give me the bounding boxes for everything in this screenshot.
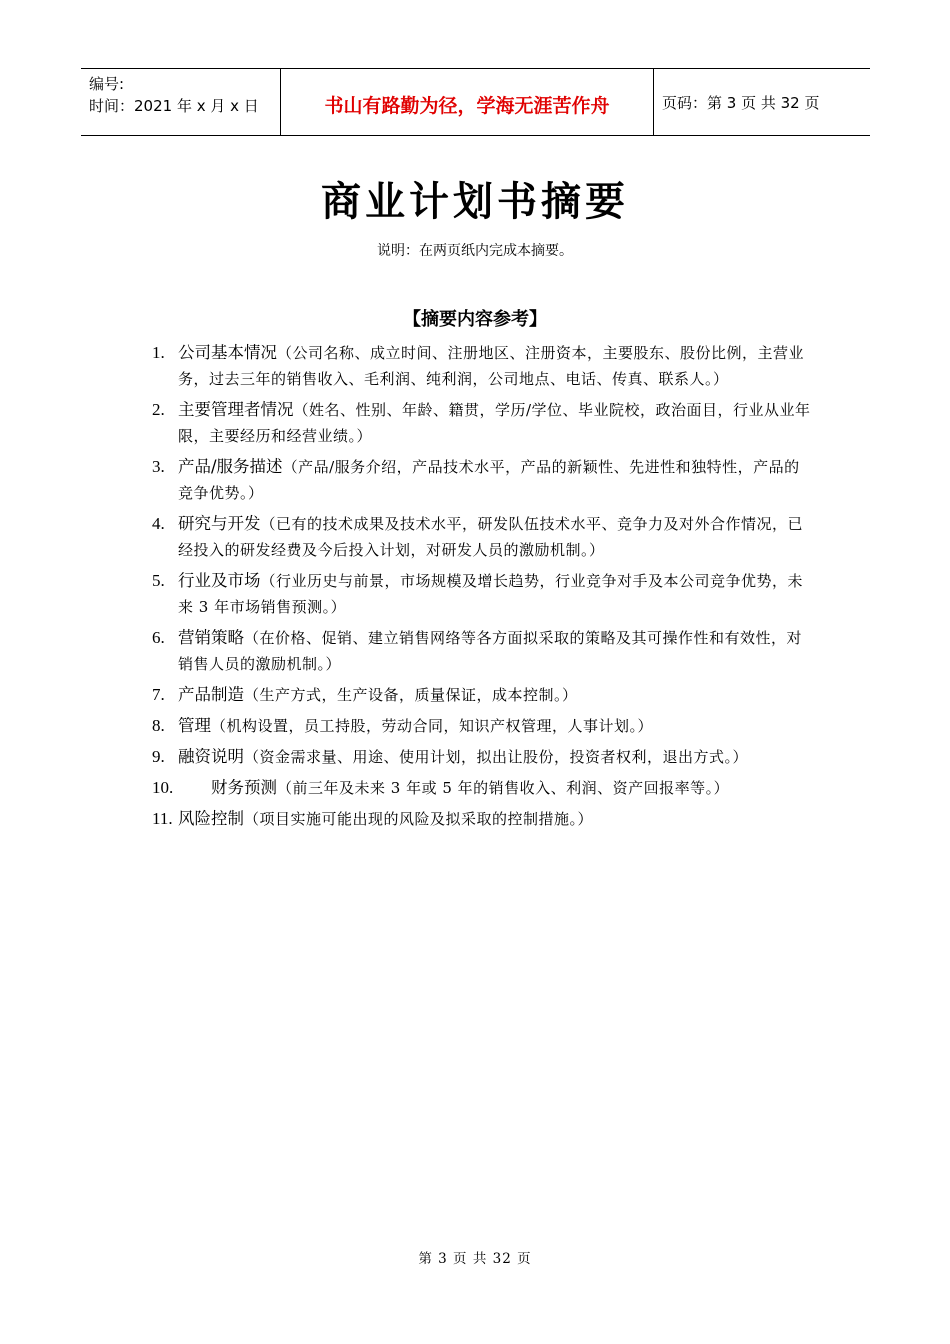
item-body [178, 744, 812, 770]
item-label: 融资说明 [178, 747, 244, 766]
item-body [178, 511, 812, 563]
list-item [152, 397, 812, 449]
item-number: 2. [152, 400, 165, 419]
item-body [178, 775, 812, 801]
list-item [152, 340, 812, 392]
list-item [152, 775, 812, 801]
item-description: （机构设置，员工持股，劳动合同，知识产权管理，人事计划。） [211, 717, 654, 735]
header-page-info [654, 69, 870, 135]
item-body [178, 625, 812, 677]
instruction-note: 说明：在两页纸内完成本摘要。 [377, 243, 573, 259]
header-motto-cell [281, 69, 654, 135]
item-number: 5. [152, 571, 165, 590]
page-header [81, 68, 870, 136]
item-number: 4. [152, 514, 165, 533]
item-body [178, 340, 812, 392]
list-item [152, 682, 812, 708]
list-item [152, 713, 812, 739]
page-title: 商业计划书摘要 [321, 179, 629, 225]
item-description: （生产方式，生产设备，质量保证，成本控制。） [244, 686, 578, 704]
item-label: 行业及市场 [178, 571, 261, 590]
item-label: 财务预测 [211, 778, 277, 797]
item-number: 9. [152, 747, 165, 766]
item-description: （已有的技术成果及技术水平，研发队伍技术水平、竞争力及对外合作情况，已经投入的研发经费及今后投入计划，对研发人员的激励机制。） [178, 515, 804, 559]
list-item [152, 806, 812, 832]
item-label: 管理 [178, 716, 211, 735]
list-item [152, 454, 812, 506]
item-body [178, 397, 812, 449]
item-label: 研究与开发 [178, 514, 261, 533]
header-meta [81, 69, 281, 135]
item-number: 10. [152, 778, 174, 797]
page-footer: 第 3 页 共 32 页 [418, 1251, 532, 1267]
code-label: 编号: [89, 75, 125, 93]
item-label: 风险控制 [178, 809, 244, 828]
item-number: 11. [152, 809, 173, 828]
item-label: 主要管理者情况 [178, 400, 294, 419]
item-description: （行业历史与前景，市场规模及增长趋势，行业竞争对手及本公司竞争优势，未来 3 年市场销售预测。） [178, 572, 804, 616]
item-number: 3. [152, 457, 165, 476]
item-description: （前三年及未来 3 年或 5 年的销售收入、利润、资产回报率等。） [277, 779, 730, 797]
list-item [152, 568, 812, 620]
item-description: （在价格、促销、建立销售网络等各方面拟采取的策略及其可操作性和有效性，对销售人员的激励机制。） [178, 629, 803, 673]
time-line: 时间：2021 年 x 月 x 日 [89, 97, 259, 115]
item-description: （资金需求量、用途、使用计划，拟出让股份，投资者权利，退出方式。） [244, 748, 749, 766]
item-body [178, 713, 812, 739]
list-item [152, 744, 812, 770]
list-item [152, 511, 812, 563]
item-description: （姓名、性别、年龄、籍贯，学历/学位、毕业院校，政治面目，行业从业年限，主要经历和经营业绩。） [178, 401, 811, 445]
item-body [178, 806, 812, 832]
item-label: 公司基本情况 [178, 343, 277, 362]
item-label: 产品/服务描述 [178, 457, 283, 476]
item-body [178, 454, 812, 506]
item-number: 1. [152, 343, 165, 362]
section-heading: 【摘要内容参考】 [403, 309, 547, 330]
item-label: 营销策略 [178, 628, 244, 647]
item-description: （产品/服务介绍，产品技术水平，产品的新颖性、先进性和独特性，产品的竞争优势。） [178, 458, 800, 502]
motto-text: 书山有路勤为径，学海无涯苦作舟 [324, 94, 610, 117]
item-number: 8. [152, 716, 165, 735]
item-body [178, 568, 812, 620]
item-number: 6. [152, 628, 165, 647]
item-description: （公司名称、成立时间、注册地区、注册资本，主要股东、股份比例，主营业务，过去三年的销售收入、毛利润、纯利润，公司地点、电话、传真、联系人。） [178, 344, 805, 388]
list-item [152, 625, 812, 677]
item-body [178, 682, 812, 708]
item-label: 产品制造 [178, 685, 244, 704]
summary-list [152, 340, 812, 837]
item-description: （项目实施可能出现的风险及拟采取的控制措施。） [244, 810, 594, 828]
page-info-text: 页码：第 3 页 共 32 页 [662, 93, 820, 112]
item-number: 7. [152, 685, 165, 704]
